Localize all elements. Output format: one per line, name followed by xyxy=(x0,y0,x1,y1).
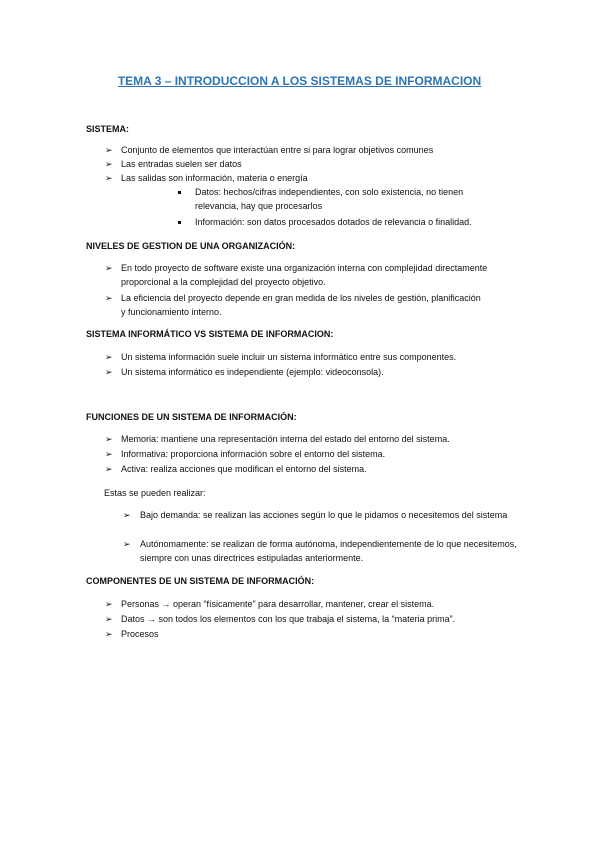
bullet-arrow-icon: ➢ xyxy=(105,367,113,377)
section-heading-componentes: COMPONENTES DE UN SISTEMA DE INFORMACIÓN: xyxy=(86,576,315,586)
list-item: La eficiencia del proyecto depende en gran medida de los niveles de gestión, planificación y funcionamiento interno. xyxy=(121,293,481,317)
bullet-arrow-icon: ➢ xyxy=(105,614,113,624)
bullet-square-icon xyxy=(178,221,181,224)
list-item: Las salidas son información, materia o energía xyxy=(121,173,308,183)
bullet-arrow-icon: ➢ xyxy=(123,539,131,549)
bullet-arrow-icon: ➢ xyxy=(105,434,113,444)
intro-text: Estas se pueden realizar: xyxy=(104,488,206,498)
list-item: Memoria: mantiene una representación interna del estado del entorno del sistema. xyxy=(121,434,450,444)
bullet-arrow-icon: ➢ xyxy=(105,352,113,362)
bullet-arrow-icon: ➢ xyxy=(105,263,113,273)
list-item: Autónomamente: se realizan de forma autónoma, independientemente de lo que necesitemos, siempre con unas directrices estipuladas anteriormente. xyxy=(140,539,517,563)
section-heading-vs: SISTEMA INFORMÁTICO VS SISTEMA DE INFORMACION: xyxy=(86,329,334,339)
document-title: TEMA 3 – INTRODUCCION A LOS SISTEMAS DE INFORMACION xyxy=(117,74,482,88)
list-item: Procesos xyxy=(121,629,159,639)
bullet-arrow-icon: ➢ xyxy=(105,159,113,169)
section-heading-niveles: NIVELES DE GESTION DE UNA ORGANIZACIÓN: xyxy=(86,241,296,251)
section-heading-funciones: FUNCIONES DE UN SISTEMA DE INFORMACIÓN: xyxy=(86,412,297,422)
list-item: Informativa: proporciona información sobre el entorno del sistema. xyxy=(121,449,386,459)
bullet-arrow-icon: ➢ xyxy=(105,145,113,155)
bullet-arrow-icon: ➢ xyxy=(105,629,113,639)
list-item: Las entradas suelen ser datos xyxy=(121,159,242,169)
list-item: Datos → son todos los elementos con los que trabaja el sistema, la “materia prima”. xyxy=(121,614,456,624)
list-item: Activa: realiza acciones que modifican el entorno del sistema. xyxy=(121,464,367,474)
section-heading-sistema: SISTEMA: xyxy=(86,124,130,134)
list-item: Personas → operan “físicamente” para desarrollar, mantener, crear el sistema. xyxy=(121,599,435,609)
bullet-arrow-icon: ➢ xyxy=(105,464,113,474)
bullet-arrow-icon: ➢ xyxy=(105,599,113,609)
bullet-square-icon xyxy=(178,191,181,194)
sub-list-item: Datos: hechos/cifras independientes, con solo existencia, no tienen relevancia, hay que procesarlos xyxy=(195,187,464,211)
bullet-arrow-icon: ➢ xyxy=(105,173,113,183)
list-item: Un sistema informático es independiente (ejemplo: videoconsola). xyxy=(121,367,384,377)
bullet-arrow-icon: ➢ xyxy=(123,510,131,520)
list-item: En todo proyecto de software existe una organización interna con complejidad directamente proporcional a la complejidad del proyecto objetivo. xyxy=(121,263,488,287)
list-item: Un sistema información suele incluir un sistema informático entre sus componentes. xyxy=(121,352,457,362)
sub-list-item: Información: son datos procesados dotados de relevancia o finalidad. xyxy=(195,217,472,227)
list-item: Conjunto de elementos que interactúan entre si para lograr objetivos comunes xyxy=(121,145,434,155)
list-item: Bajo demanda: se realizan las acciones según lo que le pidamos o necesitemos del sistema xyxy=(140,510,508,520)
bullet-arrow-icon: ➢ xyxy=(105,293,113,303)
bullet-arrow-icon: ➢ xyxy=(105,449,113,459)
